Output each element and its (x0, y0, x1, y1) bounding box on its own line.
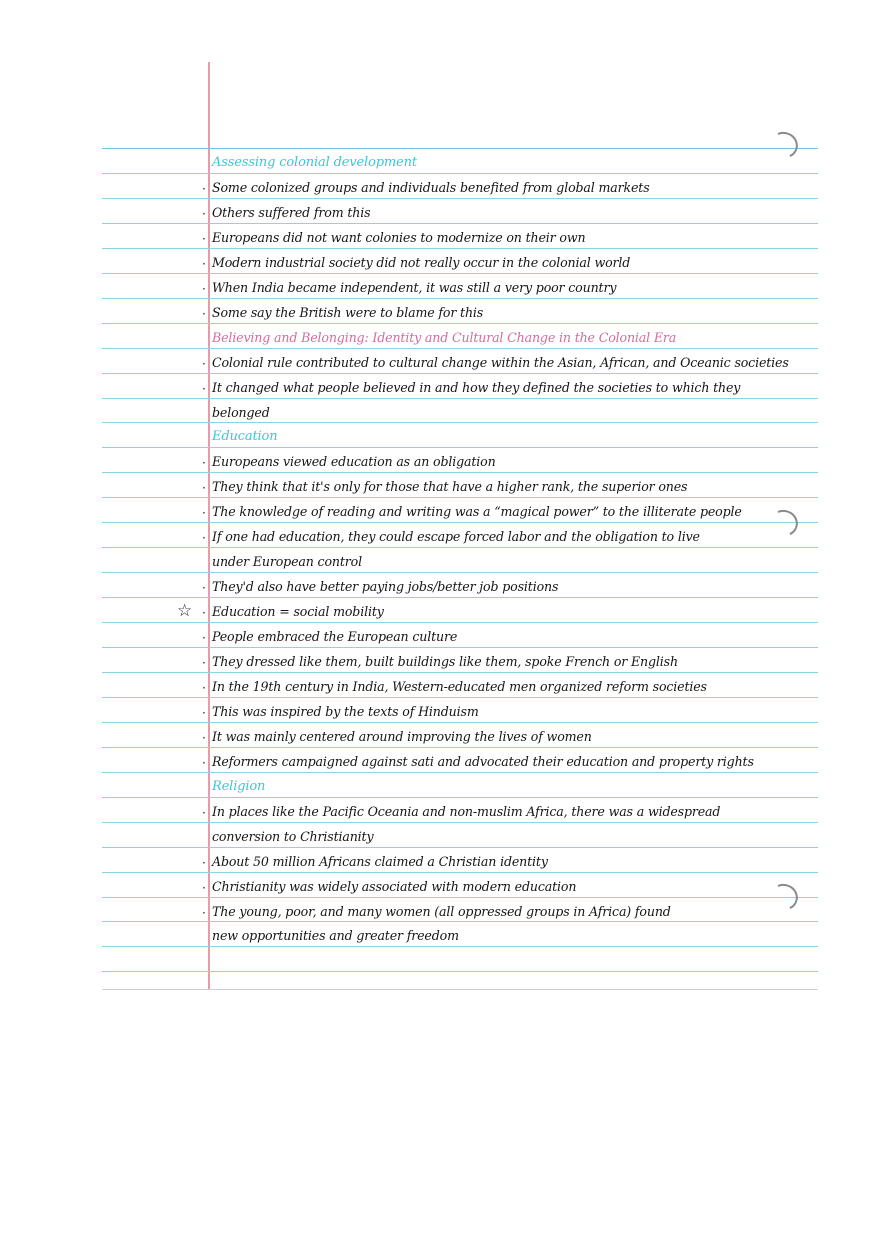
section-heading-line (212, 152, 812, 176)
note-line (202, 501, 812, 525)
note-line (202, 451, 812, 475)
bullet-dot: · (202, 631, 206, 645)
note-line (212, 402, 812, 426)
note-text: When India became independent, it was still a very poor country (212, 279, 617, 295)
note-line (202, 901, 812, 925)
note-line (202, 801, 812, 825)
note-line (202, 876, 812, 900)
note-text: They'd also have better paying jobs/better job positions (212, 579, 559, 595)
bullet-dot: · (202, 531, 206, 546)
note-line (202, 526, 812, 550)
bullet-dot: · (202, 231, 206, 246)
note-text: Some colonized groups and individuals benefited from global markets (212, 180, 650, 195)
bullet-dot: · (202, 481, 206, 496)
bullet-dot: · (202, 182, 206, 196)
note-text: Some say the British were to blame for this (212, 304, 484, 320)
margin-line (208, 62, 210, 990)
note-text: About 50 million Africans claimed a Christian identity (212, 853, 548, 869)
bullet-dot: · (202, 306, 206, 321)
note-line (202, 277, 812, 301)
note-line (212, 551, 812, 575)
star-icon: ☆ (177, 601, 193, 622)
bullet-dot: · (202, 855, 206, 870)
page-bottom-edge (102, 989, 818, 990)
note-continuation-text: new opportunities and greater freedom (212, 928, 459, 944)
note-text: In places like the Pacific Oceania and non-muslim Africa, there was a widespread (212, 803, 721, 819)
note-text: In the 19th century in India, Western-educated men organized reform societies (212, 678, 707, 694)
note-line (202, 726, 812, 750)
ruled-line (102, 148, 818, 149)
note-line (202, 227, 812, 251)
bullet-dot: · (202, 730, 206, 745)
note-line (202, 751, 812, 775)
note-line (202, 626, 812, 650)
note-continuation-text: conversion to Christianity (212, 828, 374, 844)
section-heading-line (212, 426, 812, 450)
note-line (202, 202, 812, 226)
note-line (212, 826, 812, 850)
note-text: People embraced the European culture (212, 629, 458, 644)
note-text: Europeans viewed education as an obligation (212, 454, 496, 470)
note-line (202, 576, 812, 600)
note-text: Modern industrial society did not really occur in the colonial world (212, 254, 631, 270)
note-text: The young, poor, and many women (all oppressed groups in Africa) found (212, 903, 671, 919)
note-line (202, 476, 812, 500)
bullet-dot: · (202, 506, 206, 521)
bullet-dot: · (202, 456, 206, 471)
bullet-dot: · (202, 356, 206, 371)
bullet-dot: · (202, 606, 206, 621)
note-text: Colonial rule contributed to cultural change within the Asian, African, and Oceanic societies (212, 354, 789, 370)
note-line (212, 925, 812, 949)
bullet-dot: · (202, 680, 206, 695)
bullet-dot: · (202, 656, 206, 670)
bullet-dot: · (202, 281, 206, 296)
note-continuation-text: under European control (212, 554, 362, 570)
bullet-dot: · (202, 581, 206, 596)
section-heading: Education (212, 429, 278, 445)
section-heading-line (212, 776, 812, 800)
note-line (202, 252, 812, 276)
bullet-dot: · (202, 905, 206, 920)
note-text: Europeans did not want colonies to modernize on their own (212, 229, 586, 245)
note-text: Reformers campaigned against sati and advocated their education and property rights (212, 753, 754, 769)
note-text: Education = social mobility (212, 604, 384, 620)
note-text: They think that it's only for those that have a higher rank, the superior ones (212, 479, 688, 495)
bullet-dot: · (202, 381, 206, 396)
note-line (202, 352, 812, 376)
note-line (202, 676, 812, 700)
bullet-dot: · (202, 755, 206, 770)
note-text: The knowledge of reading and writing was a “magical power” to the illiterate people (212, 504, 742, 520)
section-heading: Believing and Belonging: Identity and Cultural Change in the Colonial Era (212, 329, 677, 345)
note-text: Christianity was widely associated with modern education (212, 878, 577, 894)
section-heading-line (212, 327, 812, 351)
note-line (202, 377, 812, 401)
note-line (177, 601, 812, 625)
note-text: They dressed like them, built buildings like them, spoke French or English (212, 654, 678, 669)
note-text: It was mainly centered around improving the lives of women (212, 728, 592, 744)
ruled-line (102, 971, 818, 972)
section-heading: Assessing colonial development (212, 155, 417, 170)
bullet-dot: · (202, 880, 206, 895)
note-continuation-text: belonged (212, 404, 270, 420)
bullet-dot: · (202, 206, 206, 221)
note-text: This was inspired by the texts of Hinduism (212, 703, 479, 719)
section-heading: Religion (212, 778, 266, 794)
note-text: It changed what people believed in and how they defined the societies to which they (212, 379, 741, 395)
notebook-page (102, 62, 818, 990)
bullet-dot: · (202, 256, 206, 271)
note-line (202, 701, 812, 725)
note-line (202, 177, 812, 201)
bullet-dot: · (202, 805, 206, 820)
note-line (202, 851, 812, 875)
note-text: Others suffered from this (212, 204, 371, 220)
note-line (202, 302, 812, 326)
note-line (202, 651, 812, 675)
bullet-dot: · (202, 705, 206, 720)
note-text: If one had education, they could escape forced labor and the obligation to live (212, 529, 700, 545)
